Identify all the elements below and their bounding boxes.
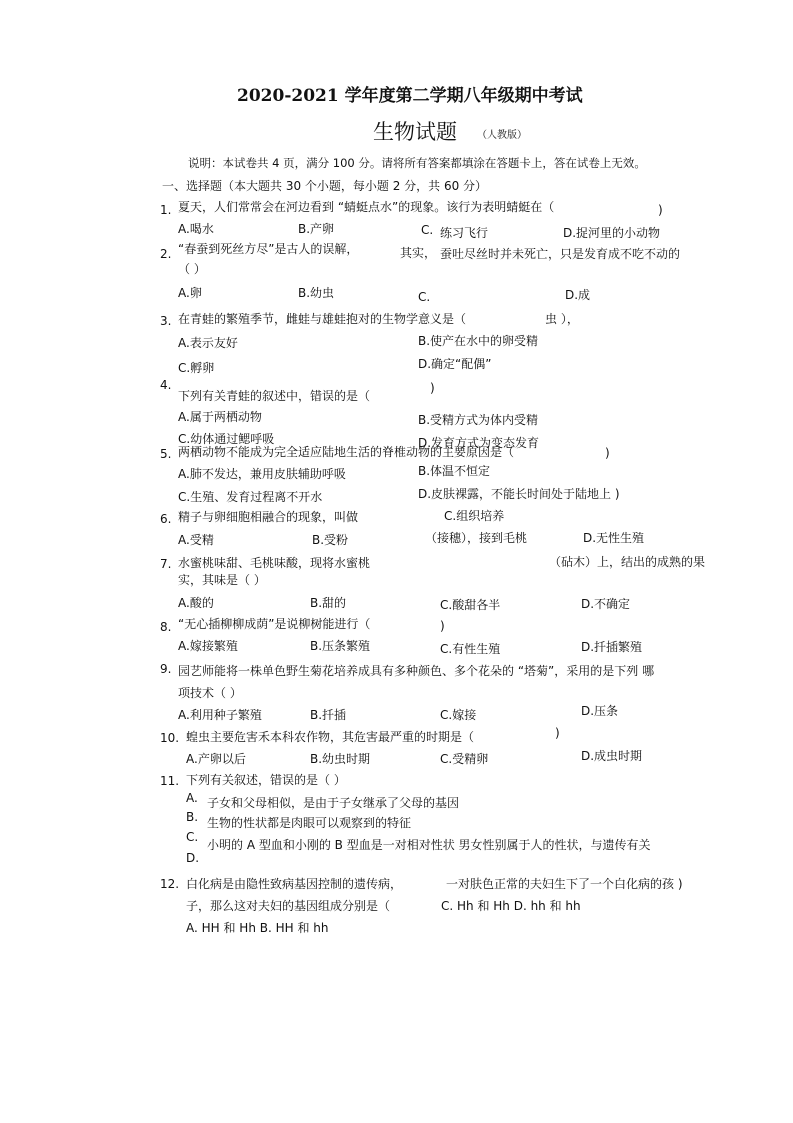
option-a: A.产卵以后 — [186, 752, 246, 766]
section-heading: 一、选择题（本大题共 30 个小题，每小题 2 分，共 60 分） — [162, 179, 488, 193]
option-c: C.生殖、发育过程离不开水 — [178, 490, 323, 504]
exam-title: 2020-2021 学年度第二学期八年级期中考试 — [237, 86, 583, 106]
options-ab: A. HH 和 Hh B. HH 和 hh — [186, 921, 329, 935]
question-number: 10. — [160, 731, 180, 745]
option-d: D.皮肤裸露，不能长时间处于陆地上 ) — [418, 487, 620, 501]
question-paren: （ ） — [178, 262, 206, 276]
option-text: 生物的性状都是肉眼可以观察到的特征 — [207, 816, 412, 830]
question-stem: 园艺师能将一株单色野生菊花培养成具有多种颜色、多个花朵的 “塔菊”，采用的是下列 哪 — [178, 664, 655, 678]
option-b: B.体温不恒定 — [418, 464, 491, 478]
option-b: B.幼虫时期 — [310, 752, 371, 766]
question-stem-part: 虫 ）， — [545, 312, 579, 326]
option-c: C.孵卵 — [178, 361, 215, 375]
question-number: 4. — [160, 378, 172, 392]
option-a: A.肺不发达，兼用皮肤辅助呼吸 — [178, 467, 346, 481]
option-a: A.属于两栖动物 — [178, 410, 262, 424]
instructions: 说明：本试卷共 4 页，满分 100 分。请将所有答案都填涂在答题卡上，答在试卷上无效。 — [188, 156, 646, 170]
question-stem-end: 子，那么这对夫妇的基因组成分别是（ — [186, 899, 391, 913]
question-paren: ) — [605, 446, 610, 460]
question-stem-part: （砧木）上，结出的成熟的果 — [549, 555, 706, 569]
question-stem: “春蚕到死丝方尽”是古人的误解， — [178, 242, 359, 256]
option-c: C. — [421, 223, 434, 237]
subject-title: 生物试题 — [373, 120, 457, 144]
option-d: D.捉河里的小动物 — [563, 226, 661, 240]
option-a: A.喝水 — [178, 222, 214, 236]
question-stem: 水蜜桃味甜、毛桃味酸，现将水蜜桃 — [178, 556, 371, 570]
question-stem-part: 一对肤色正常的夫妇生下了一个白化病的孩 ) — [446, 877, 683, 891]
question-stem: 蝗虫主要危害禾本科农作物，其危害最严重的时期是（ — [186, 730, 475, 744]
question-stem-part: 蚕吐尽丝时并未死亡，只是发育成不吃不动的 — [440, 247, 681, 261]
question-stem: 下列有关青蛙的叙述中，错误的是（ — [178, 389, 371, 403]
option-d: D.无性生殖 — [583, 531, 645, 545]
question-stem-part: （接穗），接到毛桃 — [425, 531, 528, 545]
options-cd: C. Hh 和 Hh D. hh 和 hh — [441, 899, 581, 913]
option-d: D.确定“配偶” — [418, 357, 492, 371]
option-a: A.表示友好 — [178, 336, 238, 350]
question-stem: “无心插柳柳成荫”是说柳树能进行（ — [178, 617, 371, 631]
question-number: 9. — [160, 662, 172, 676]
question-number: 3. — [160, 314, 172, 328]
option-d: D.压条 — [581, 704, 619, 718]
edition-label: （人教版） — [477, 130, 527, 141]
question-stem: 在青蛙的繁殖季节，雌蛙与雄蛙抱对的生物学意义是（ — [178, 312, 467, 326]
option-c: C.酸甜各半 — [440, 598, 501, 612]
question-stem-end: 实，其味是（ ） — [178, 573, 266, 587]
option-a: A.嫁接繁殖 — [178, 639, 238, 653]
option-letter: A. — [186, 791, 198, 805]
question-number: 2. — [160, 247, 172, 261]
option-c: C.幼体通过鳃呼吸 — [178, 432, 275, 446]
question-number: 5. — [160, 447, 172, 461]
option-c: C.有性生殖 — [440, 642, 501, 656]
option-letter: B. — [186, 810, 199, 824]
option-b: B.幼虫 — [298, 286, 335, 300]
question-stem: 两栖动物不能成为完全适应陆地生活的脊椎动物的主要原因是（ — [178, 445, 515, 459]
question-number: 7. — [160, 557, 172, 571]
option-text: 子女和父母相似，是由于子女继承了父母的基因 — [207, 796, 460, 810]
option-b: B.扦插 — [310, 708, 347, 722]
option-c: C. — [418, 290, 431, 304]
option-d: D.成虫时期 — [581, 749, 643, 763]
option-b: B.使产在水中的卵受精 — [418, 334, 539, 348]
option-b: B.甜的 — [310, 596, 347, 610]
question-paren: ) — [430, 381, 435, 395]
option-b: B.产卵 — [298, 222, 335, 236]
option-a: A.利用种子繁殖 — [178, 708, 262, 722]
question-paren: ) — [658, 203, 663, 217]
question-number: 8. — [160, 620, 172, 634]
option-c: C.组织培养 — [444, 509, 505, 523]
option-letter: C. — [186, 830, 199, 844]
question-number: 1. — [160, 203, 172, 217]
option-letter: D. — [186, 851, 200, 865]
question-stem: 夏天，人们常常会在河边看到 “蜻蜓点水”的现象。该行为表明蜻蜓在（ — [178, 200, 555, 214]
option-b: B.压条繁殖 — [310, 639, 371, 653]
option-c-text: 练习飞行 — [440, 226, 489, 240]
question-number: 12. — [160, 877, 180, 891]
question-stem-part: 其实， — [400, 246, 437, 260]
option-d: D.成 — [565, 288, 591, 302]
option-a: A.受精 — [178, 533, 214, 547]
option-text: 小明的 A 型血和小刚的 B 型血是一对相对性状 男女性别属于人的性状，与遗传有关 — [207, 838, 651, 852]
option-d: D.发育方式为变态发育 — [418, 436, 540, 450]
question-number: 11. — [160, 774, 180, 788]
option-c: C.受精卵 — [440, 752, 489, 766]
question-number: 6. — [160, 512, 172, 526]
question-paren: ) — [555, 726, 560, 740]
question-stem: 精子与卵细胞相融合的现象，叫做 — [178, 510, 359, 524]
question-stem-end: 项技术（ ） — [178, 686, 242, 700]
option-d: D.扦插繁殖 — [581, 640, 643, 654]
option-b: B.受精方式为体内受精 — [418, 413, 539, 427]
option-d: D.不确定 — [581, 597, 631, 611]
option-a: A.卵 — [178, 286, 202, 300]
option-c: C.嫁接 — [440, 708, 477, 722]
question-paren: ) — [440, 619, 445, 633]
question-stem: 下列有关叙述，错误的是（ ） — [186, 773, 346, 787]
option-a: A.酸的 — [178, 596, 214, 610]
question-stem: 白化病是由隐性致病基因控制的遗传病， — [186, 877, 403, 891]
option-b: B.受粉 — [312, 533, 349, 547]
